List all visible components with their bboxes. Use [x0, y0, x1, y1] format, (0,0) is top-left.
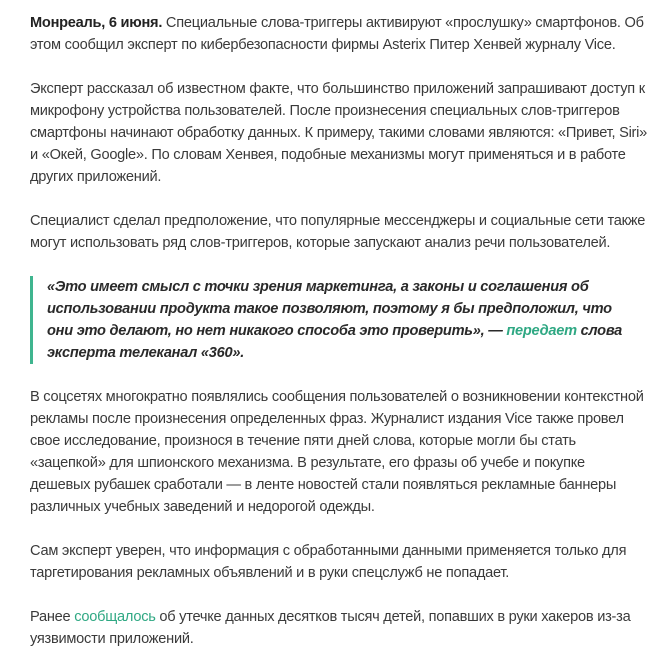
paragraph: Специалист сделал предположение, что популярные мессенджеры и социальные сети также могут использовать ряд слов-триггеров, которые запускают анализ речи пользователей.	[30, 213, 646, 251]
source-link-peredaet[interactable]: передает	[506, 323, 577, 339]
closing-prefix: Ранее	[30, 609, 75, 625]
paragraph: В соцсетях многократно появлялись сообщения пользователей о возникновении контекстной рекламы после произнесения определенных фраз. Журналист издания Vice также провел свое исследование, произнося в течение пяти дней слова, которые могли бы стать «зацепкой» для шпионского механизма. В результате, его фразы об учебе и покупке дешевых рубашек сработали — в ленте новостей стали появляться рекламные баннеры различных учебных заведений и недорогой одежды.	[30, 389, 644, 515]
paragraph: Сам эксперт уверен, что информация с обработанными данными применяется только для таргетирования рекламных объявлений и в руки спецслужб не попадает.	[30, 543, 627, 581]
paragraph: Эксперт рассказал об известном факте, что большинство приложений запрашивают доступ к микрофону устройства пользователей. После произнесения специальных слов-триггеров смартфоны начинают обработку данных. К примеру, такими словами являются: «Привет, Siri» и «Окей, Google». По словам Хенвея, подобные механизмы могут применяться и в работе других приложений.	[30, 81, 648, 185]
lead-text: Специальные слова-триггеры активируют «прослушку» смартфонов. Об этом сообщил эксперт по кибербезопасности фирмы Asterix Питер Хенвей журналу Vice.	[30, 15, 644, 53]
related-link-soobshchalos[interactable]: сообщалось	[74, 609, 156, 625]
dateline: Монреаль, 6 июня.	[30, 15, 163, 31]
expert-quote	[30, 276, 648, 364]
lead-paragraph	[30, 12, 648, 56]
closing-suffix: об утечке данных десятков тысяч детей, попавших в руки хакеров из-за уязвимости приложений.	[30, 609, 631, 647]
quote-text: «Это имеет смысл с точки зрения маркетинга, а законы и соглашения об использовании продукта такое позволяют, поэтому я бы предположил, что они это делают, но нет никакого способа это проверить», —	[47, 279, 612, 339]
closing-paragraph	[30, 606, 648, 650]
quote-attribution: слова эксперта телеканал «360».	[47, 323, 623, 361]
